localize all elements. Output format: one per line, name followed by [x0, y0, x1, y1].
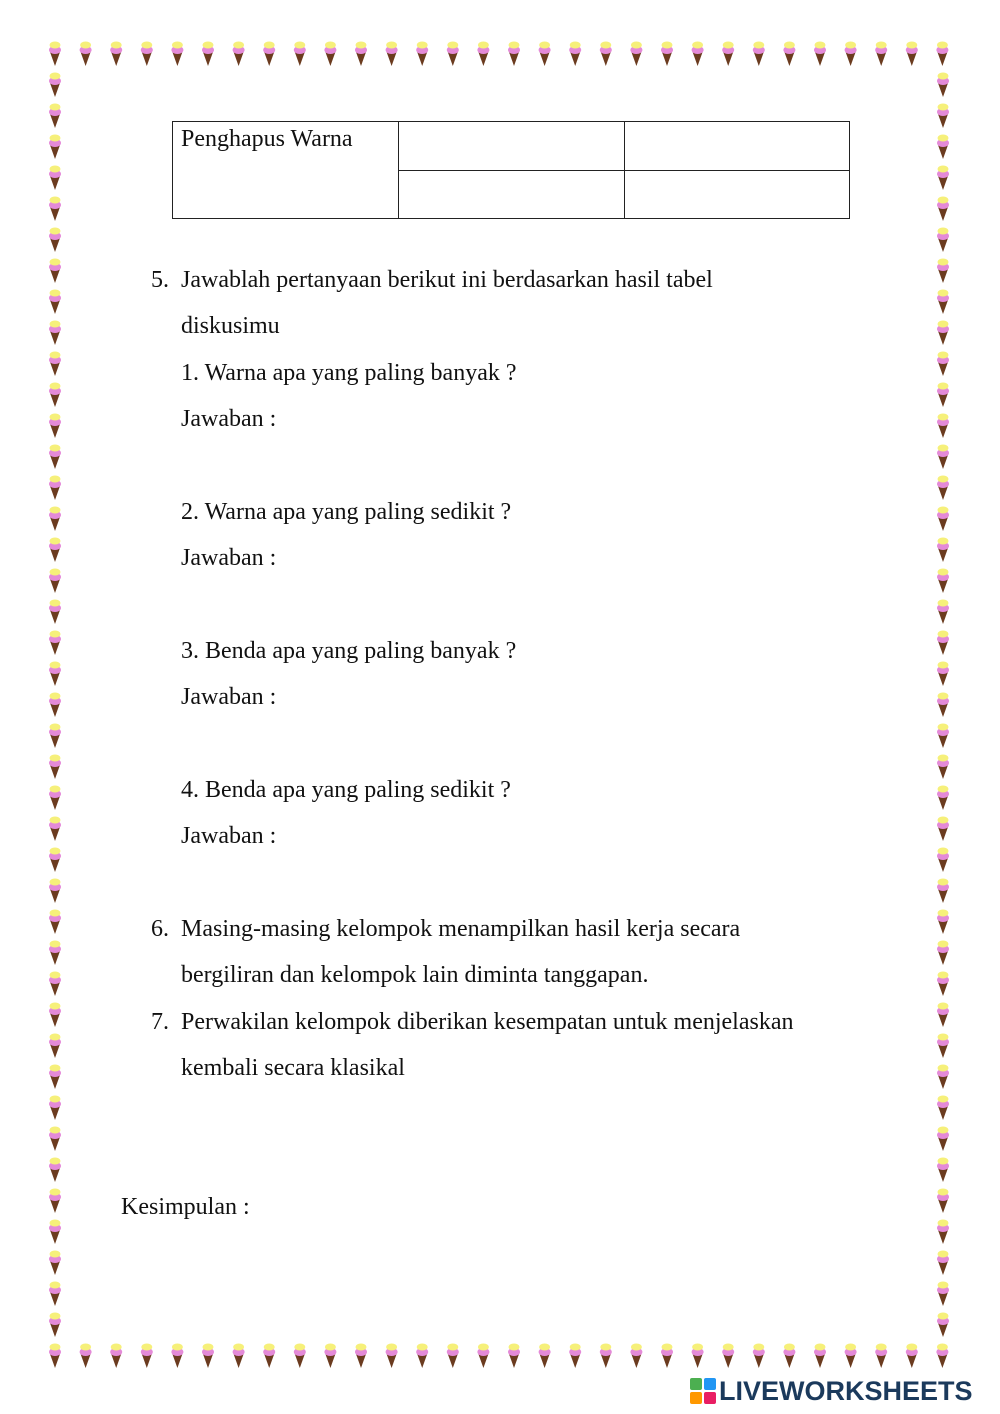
table-cell[interactable] [624, 122, 849, 171]
answer-label-2: Jawaban : [181, 545, 277, 571]
question-4: 4. Benda apa yang paling sedikit ? [181, 777, 511, 803]
table-cell[interactable] [399, 122, 624, 171]
conclusion-label: Kesimpulan : [121, 1194, 250, 1220]
item-7-text-line: Perwakilan kelompok diberikan kesempatan untuk menjelaskan [181, 1009, 794, 1035]
item-5-text-line: Jawablah pertanyaan berikut ini berdasarkan hasil tabel [181, 267, 713, 293]
liveworksheets-logo [690, 1376, 973, 1406]
tally-table [172, 121, 850, 219]
table-cell[interactable] [624, 170, 849, 219]
question-3: 3. Benda apa yang paling banyak ? [181, 638, 517, 664]
liveworksheets-mark-icon [690, 1378, 716, 1404]
item-5-text-line: diskusimu [181, 313, 280, 339]
item-6-text-line: bergiliran dan kelompok lain diminta tanggapan. [181, 962, 649, 988]
question-1: 1. Warna apa yang paling banyak ? [181, 360, 517, 386]
answer-label-3: Jawaban : [181, 684, 277, 710]
answer-label-4: Jawaban : [181, 823, 277, 849]
liveworksheets-wordmark: LIVEWORKSHEETS [719, 1375, 973, 1406]
question-2: 2. Warna apa yang paling sedikit ? [181, 499, 512, 525]
item-6-number: 6. [151, 916, 169, 942]
table-row-label: Penghapus Warna [173, 122, 399, 219]
item-5-number: 5. [151, 267, 169, 293]
item-7-number: 7. [151, 1009, 169, 1035]
table-cell[interactable] [399, 170, 624, 219]
answer-label-1: Jawaban : [181, 406, 277, 432]
item-7-text-line: kembali secara klasikal [181, 1055, 405, 1081]
item-6-text-line: Masing-masing kelompok menampilkan hasil kerja secara [181, 916, 741, 942]
